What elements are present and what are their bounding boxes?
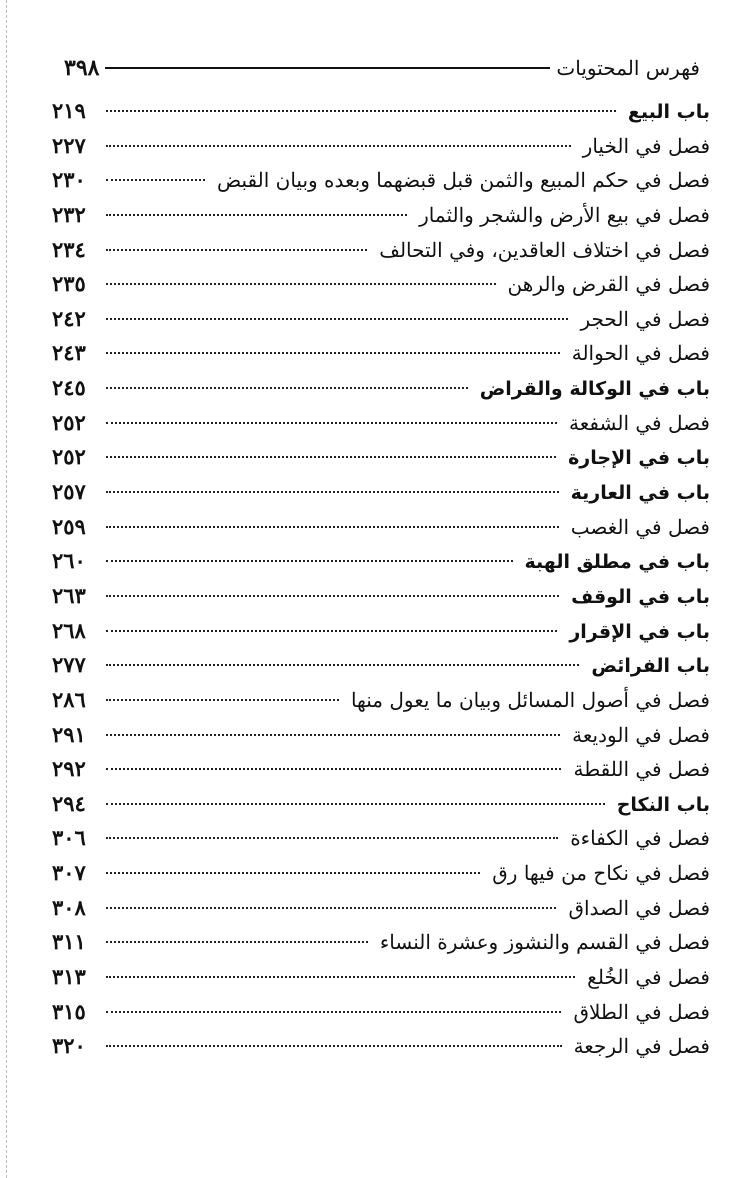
toc-entry-page-number: ٣٠٦ xyxy=(52,825,86,851)
toc-entry-section xyxy=(52,336,710,371)
toc-entry-section xyxy=(52,267,710,302)
toc-entry-section xyxy=(52,233,710,268)
toc-entry-page-number: ٢٥٧ xyxy=(52,479,86,505)
dot-leader xyxy=(106,283,496,285)
toc-entry-page-number: ٣٢٠ xyxy=(52,1033,86,1059)
toc-entry-page-number: ٢٤٣ xyxy=(52,340,86,366)
dot-leader xyxy=(106,837,558,839)
toc-entry-title: باب البيع xyxy=(627,101,710,123)
toc-entry-page-number: ٢٨٦ xyxy=(52,686,86,712)
toc-entry-title: فصل في الكفاءة xyxy=(570,826,710,851)
dot-leader xyxy=(106,941,368,943)
toc-entry-chapter xyxy=(52,648,710,683)
dot-leader xyxy=(106,1011,561,1013)
toc-entry-chapter xyxy=(52,371,710,406)
toc-entry-title: فصل في حكم المبيع والثمن قبل قبضهما وبعده وبيان القبض xyxy=(216,168,710,193)
toc-entry-title: باب النكاح xyxy=(616,793,710,816)
toc-entry-page-number: ٢٥٢ xyxy=(52,409,86,435)
dot-leader xyxy=(106,664,579,666)
toc-entry-page-number: ٢٣٠ xyxy=(52,167,86,193)
toc-entry-title: باب في العارية xyxy=(570,482,710,505)
toc-entry-title: فصل في الشفعة xyxy=(569,410,710,435)
toc-entry-page-number: ٢١٩ xyxy=(52,98,86,123)
toc-entry-section xyxy=(52,925,710,960)
running-title: فهرس المحتويات xyxy=(556,56,700,80)
toc-entry-title: فصل في الخُلع xyxy=(587,965,710,990)
toc-entry-title: باب في الإقرار xyxy=(569,620,710,643)
toc-entry-section xyxy=(52,995,710,1030)
scan-edge-line xyxy=(6,0,8,1178)
toc-entry-chapter xyxy=(52,544,710,579)
toc-entry-title: فصل في القسم والنشوز وعشرة النساء xyxy=(379,930,710,955)
toc-entry-page-number: ٢٩١ xyxy=(52,721,86,747)
dot-leader xyxy=(106,734,560,736)
dot-leader xyxy=(106,318,568,320)
toc-entry-chapter xyxy=(52,475,710,510)
toc-entry-section xyxy=(52,163,710,198)
toc-entry-page-number: ٣١٣ xyxy=(52,964,86,990)
dot-leader xyxy=(106,249,367,251)
toc-entry-page-number: ٢٤٥ xyxy=(52,375,86,401)
toc-entry-page-number: ٢٣٢ xyxy=(52,201,86,227)
toc-entry-section xyxy=(52,129,710,164)
toc-entry-section xyxy=(52,406,710,441)
toc-entry-title: فصل في اللقطة xyxy=(573,757,710,782)
toc-entry-title: فصل في أصول المسائل وبيان ما يعول منها xyxy=(350,687,710,712)
toc-entry-page-number: ٢٦٨ xyxy=(52,617,86,643)
toc-entry-page-number: ٢٥٢ xyxy=(52,444,86,470)
dot-leader xyxy=(106,456,556,458)
toc-entry-title: فصل في الخيار xyxy=(582,133,710,158)
toc-entry-section xyxy=(52,510,710,545)
dot-leader xyxy=(106,803,605,805)
dot-leader xyxy=(106,976,575,978)
dot-leader xyxy=(106,630,557,632)
dot-leader xyxy=(106,110,616,112)
toc-entry-page-number: ٢٣٤ xyxy=(52,236,86,262)
toc-entry-title: باب في مطلق الهبة xyxy=(524,551,710,574)
page-number: ٣٩٨ xyxy=(64,55,100,81)
table-of-contents xyxy=(52,94,710,1064)
dot-leader xyxy=(106,352,560,354)
toc-entry-section xyxy=(52,960,710,995)
toc-entry-section xyxy=(52,683,710,718)
toc-entry-page-number: ٢٦٠ xyxy=(52,548,86,574)
toc-entry-page-number: ٢٩٢ xyxy=(52,756,86,782)
toc-entry-section xyxy=(52,198,710,233)
toc-entry-page-number: ٢٦٣ xyxy=(52,582,86,608)
toc-entry-chapter xyxy=(52,787,710,822)
toc-entry-section xyxy=(52,821,710,856)
toc-entry-chapter xyxy=(52,94,710,129)
dot-leader xyxy=(106,214,407,216)
toc-entry-title: فصل في الحوالة xyxy=(571,341,710,366)
toc-entry-title: باب في الوكالة والقراض xyxy=(479,378,710,401)
toc-entry-page-number: ٣١٥ xyxy=(52,998,86,1024)
toc-entry-page-number: ٣٠٧ xyxy=(52,860,86,886)
toc-entry-chapter xyxy=(52,614,710,649)
dot-leader xyxy=(106,179,205,181)
toc-entry-section xyxy=(52,752,710,787)
toc-entry-title: فصل في الرجعة xyxy=(573,1034,710,1059)
dot-leader xyxy=(106,491,559,493)
toc-entry-section xyxy=(52,718,710,753)
toc-entry-page-number: ٢٩٤ xyxy=(52,790,86,816)
toc-entry-title: فصل في بيع الأرض والشجر والثمار xyxy=(419,202,710,227)
toc-entry-title: فصل في الغصب xyxy=(570,514,710,539)
toc-entry-section xyxy=(52,1029,710,1064)
toc-entry-title: فصل في القرض والرهن xyxy=(507,272,710,297)
dot-leader xyxy=(106,526,559,528)
dot-leader xyxy=(106,1045,562,1047)
toc-entry-title: باب الفرائض xyxy=(591,655,710,678)
toc-entry-page-number: ٣٠٨ xyxy=(52,894,86,920)
dot-leader xyxy=(106,768,561,770)
dot-leader xyxy=(106,699,339,701)
toc-entry-section xyxy=(52,891,710,926)
dot-leader xyxy=(106,422,557,424)
toc-entry-page-number: ٢٥٩ xyxy=(52,513,86,539)
toc-entry-title: فصل في الطلاق xyxy=(573,999,710,1024)
toc-entry-title: باب في الإجارة xyxy=(568,447,710,470)
dot-leader xyxy=(106,907,556,909)
toc-entry-page-number: ٢٧٧ xyxy=(52,652,86,678)
toc-entry-page-number: ٢٤٢ xyxy=(52,305,86,331)
header-rule xyxy=(105,67,550,69)
toc-entry-page-number: ٢٢٧ xyxy=(52,132,86,158)
toc-entry-chapter xyxy=(52,440,710,475)
toc-entry-section xyxy=(52,856,710,891)
running-header xyxy=(52,48,710,88)
toc-entry-section xyxy=(52,302,710,337)
toc-entry-title: فصل في الوديعة xyxy=(572,722,710,747)
toc-entry-title: فصل في الصداق xyxy=(568,895,710,920)
toc-entry-title: فصل في نكاح من فيها رق xyxy=(492,861,710,886)
dot-leader xyxy=(106,145,571,147)
toc-entry-title: باب في الوقف xyxy=(571,585,710,608)
dot-leader xyxy=(106,387,468,389)
toc-entry-page-number: ٢٣٥ xyxy=(52,271,86,297)
dot-leader xyxy=(106,560,513,562)
dot-leader xyxy=(106,872,480,874)
dot-leader xyxy=(106,595,559,597)
toc-entry-title: فصل في اختلاف العاقدين، وفي التحالف xyxy=(379,237,710,262)
toc-entry-chapter xyxy=(52,579,710,614)
toc-entry-page-number: ٣١١ xyxy=(52,929,86,955)
toc-entry-title: فصل في الحجر xyxy=(580,306,710,331)
